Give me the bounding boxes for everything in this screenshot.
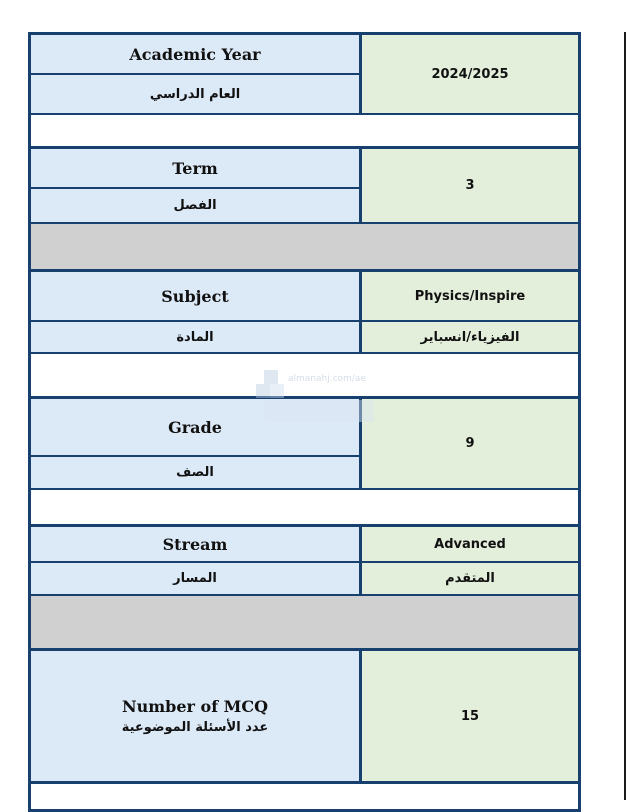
stream-value-ar-cell xyxy=(362,563,578,596)
separator-white xyxy=(31,490,578,527)
term-label-en: Term xyxy=(172,158,218,178)
stream-label-ar: المسار xyxy=(173,571,217,586)
academic-year-label-ar: العام الدراسي xyxy=(149,86,241,102)
academic-year-value-cell xyxy=(362,35,578,115)
subject-label-en-cell xyxy=(31,272,362,322)
grade-label-ar-cell xyxy=(31,457,362,490)
mcq-value-cell xyxy=(362,651,578,784)
separator-grey xyxy=(31,596,578,651)
watermark-url: almanahj.com/ae xyxy=(288,374,366,384)
subject-value-ar: الفيزياء/انسباير xyxy=(420,329,520,345)
grade-value: 9 xyxy=(465,436,475,451)
exam-info-table xyxy=(28,32,581,812)
separator-white xyxy=(31,115,578,149)
stream-value-en: Advanced xyxy=(434,536,506,552)
academic-year-label-ar-cell xyxy=(31,75,362,115)
mcq-label-en: Number of MCQ xyxy=(121,697,269,716)
subject-value-en: Physics/Inspire xyxy=(414,288,526,304)
academic-year-label-en-cell xyxy=(31,35,362,75)
stream-value-ar: المتقدم xyxy=(445,571,495,586)
grade-label-ar: الصف xyxy=(176,465,214,480)
stream-label-en-cell xyxy=(31,527,362,563)
term-label-ar-cell xyxy=(31,189,362,224)
grade-value-cell xyxy=(362,399,578,490)
page-edge-rule xyxy=(624,32,626,800)
separator-grey xyxy=(31,224,578,272)
separator-white xyxy=(31,354,578,399)
mcq-value: 15 xyxy=(460,708,480,724)
term-value-cell xyxy=(362,149,578,224)
academic-year-label-en: Academic Year xyxy=(129,44,261,64)
academic-year-value: 2024/2025 xyxy=(431,66,509,82)
grade-label-en: Grade xyxy=(168,417,222,437)
stream-label-en: Stream xyxy=(162,534,228,554)
subject-label-ar: المادة xyxy=(176,329,214,345)
mcq-label-ar: عدد الأسئلة الموضوعية xyxy=(121,720,269,735)
subject-label-ar-cell xyxy=(31,322,362,354)
term-label-en-cell xyxy=(31,149,362,189)
stream-label-ar-cell xyxy=(31,563,362,596)
term-value: 3 xyxy=(465,178,475,193)
subject-label-en: Subject xyxy=(161,286,229,306)
subject-value-ar-cell xyxy=(362,322,578,354)
grade-label-en-cell xyxy=(31,399,362,457)
mcq-label-cell xyxy=(31,651,362,784)
subject-value-en-cell xyxy=(362,272,578,322)
stream-value-en-cell xyxy=(362,527,578,563)
term-label-ar: الفصل xyxy=(173,198,217,213)
